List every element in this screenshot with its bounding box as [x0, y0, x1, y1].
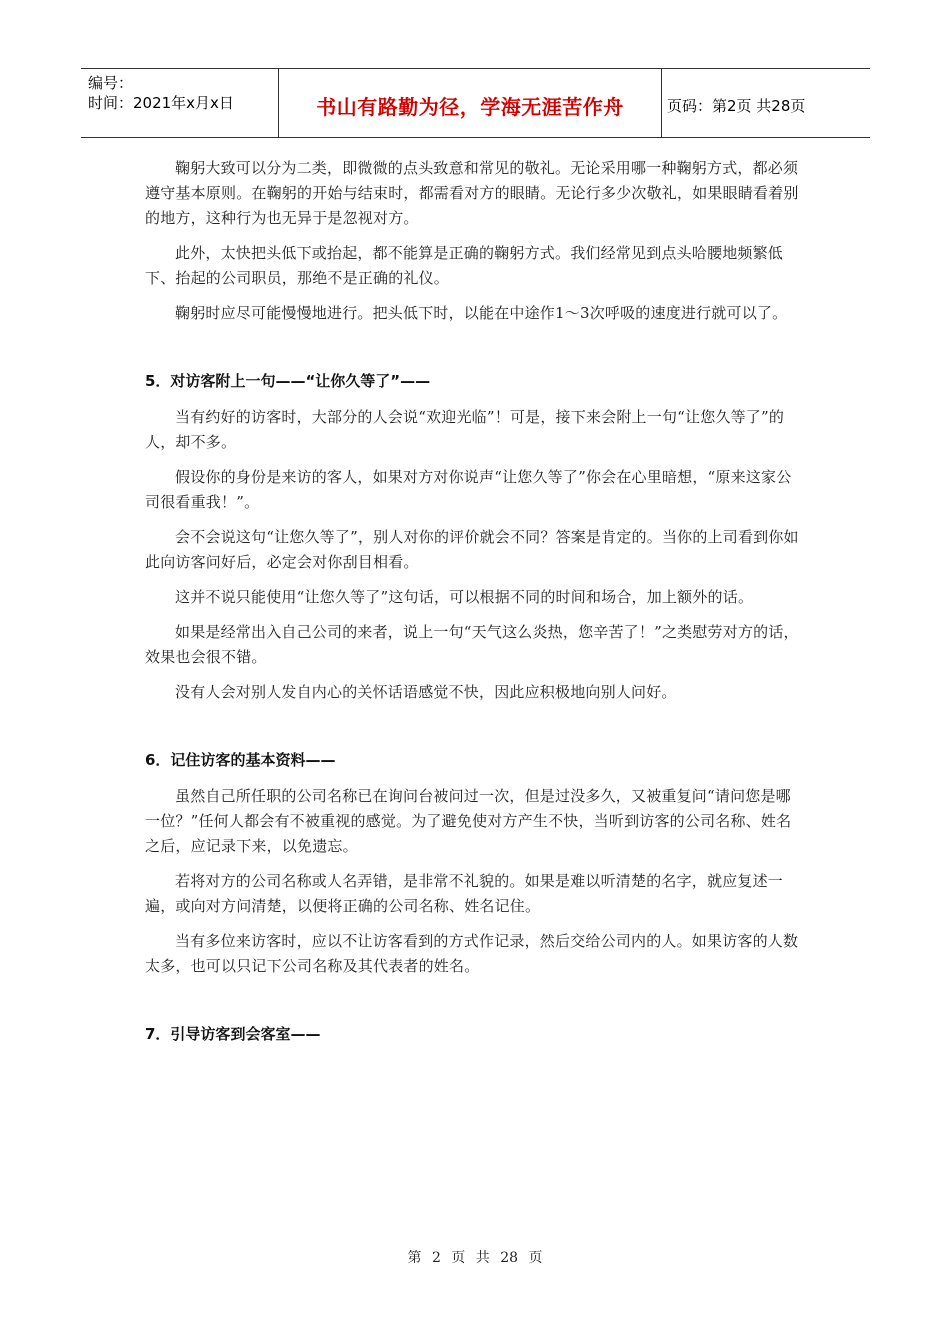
header-motto: 书山有路勤为径，学海无涯苦作舟	[316, 95, 624, 119]
paragraph: 鞠躬大致可以分为二类，即微微的点头致意和常见的敬礼。无论采用哪一种鞠躬方式，都必须遵守基本原则。在鞠躬的开始与结束时，都需看对方的眼睛。无论行多少次敬礼，如果眼睛看着别的地方，这种行为也无异于是忽视对方。	[145, 159, 799, 227]
paragraph: 当有约好的访客时，大部分的人会说“欢迎光临”！可是，接下来会附上一句“让您久等了”的人，却不多。	[145, 408, 785, 451]
paragraph: 会不会说这句“让您久等了”，别人对你的评价就会不同？答案是肯定的。当你的上司看到你如此向访客问好后，必定会对你刮目相看。	[145, 528, 799, 571]
page-header	[81, 68, 870, 138]
time-label: 时间：2021年x月x日	[88, 94, 234, 112]
number-label: 编号：	[88, 74, 134, 92]
document-body	[145, 156, 805, 1058]
paragraph: 鞠躬时应尽可能慢慢地进行。把头低下时，以能在中途作1～3次呼吸的速度进行就可以了。	[175, 304, 788, 322]
section-heading-6: 6．记住访客的基本资料——	[145, 751, 336, 769]
section-heading-5: 5．对访客附上一句——“让你久等了”——	[145, 372, 431, 390]
paragraph: 虽然自己所任职的公司名称已在询问台被问过一次，但是过没多久，又被重复问“请问您是哪一位？”任何人都会有不被重视的感觉。为了避免使对方产生不快，当听到访客的公司名称、姓名之后，应记录下来，以免遗忘。	[145, 787, 792, 855]
paragraph: 没有人会对别人发自内心的关怀话语感觉不快，因此应积极地向别人问好。	[175, 683, 677, 701]
paragraph: 假设你的身份是来访的客人，如果对方对你说声“让您久等了”你会在心里暗想，“原来这家公司很看重我！”。	[145, 468, 792, 511]
paragraph: 如果是经常出入自己公司的来者，说上一句“天气这么炎热，您辛苦了！”之类慰劳对方的话，效果也会很不错。	[145, 623, 799, 666]
paragraph: 若将对方的公司名称或人名弄错，是非常不礼貌的。如果是难以听清楚的名字，就应复述一遍，或向对方问清楚，以便将正确的公司名称、姓名记住。	[145, 872, 784, 915]
header-motto-cell	[279, 69, 662, 137]
section-heading-7: 7．引导访客到会客室——	[145, 1025, 321, 1043]
page-footer: 第 2 页 共 28 页	[407, 1250, 543, 1266]
paragraph: 此外，太快把头低下或抬起，都不能算是正确的鞠躬方式。我们经常见到点头哈腰地频繁低下、抬起的公司职员，那绝不是正确的礼仪。	[145, 244, 784, 287]
header-page-cell	[662, 69, 870, 137]
header-meta-cell	[81, 69, 279, 137]
paragraph: 当有多位来访客时，应以不让访客看到的方式作记录，然后交给公司内的人。如果访客的人数太多，也可以只记下公司名称及其代表者的姓名。	[145, 932, 799, 975]
paragraph: 这并不说只能使用“让您久等了”这句话，可以根据不同的时间和场合，加上额外的话。	[175, 588, 754, 606]
header-page-info: 页码：第2页 共28页	[667, 97, 806, 115]
